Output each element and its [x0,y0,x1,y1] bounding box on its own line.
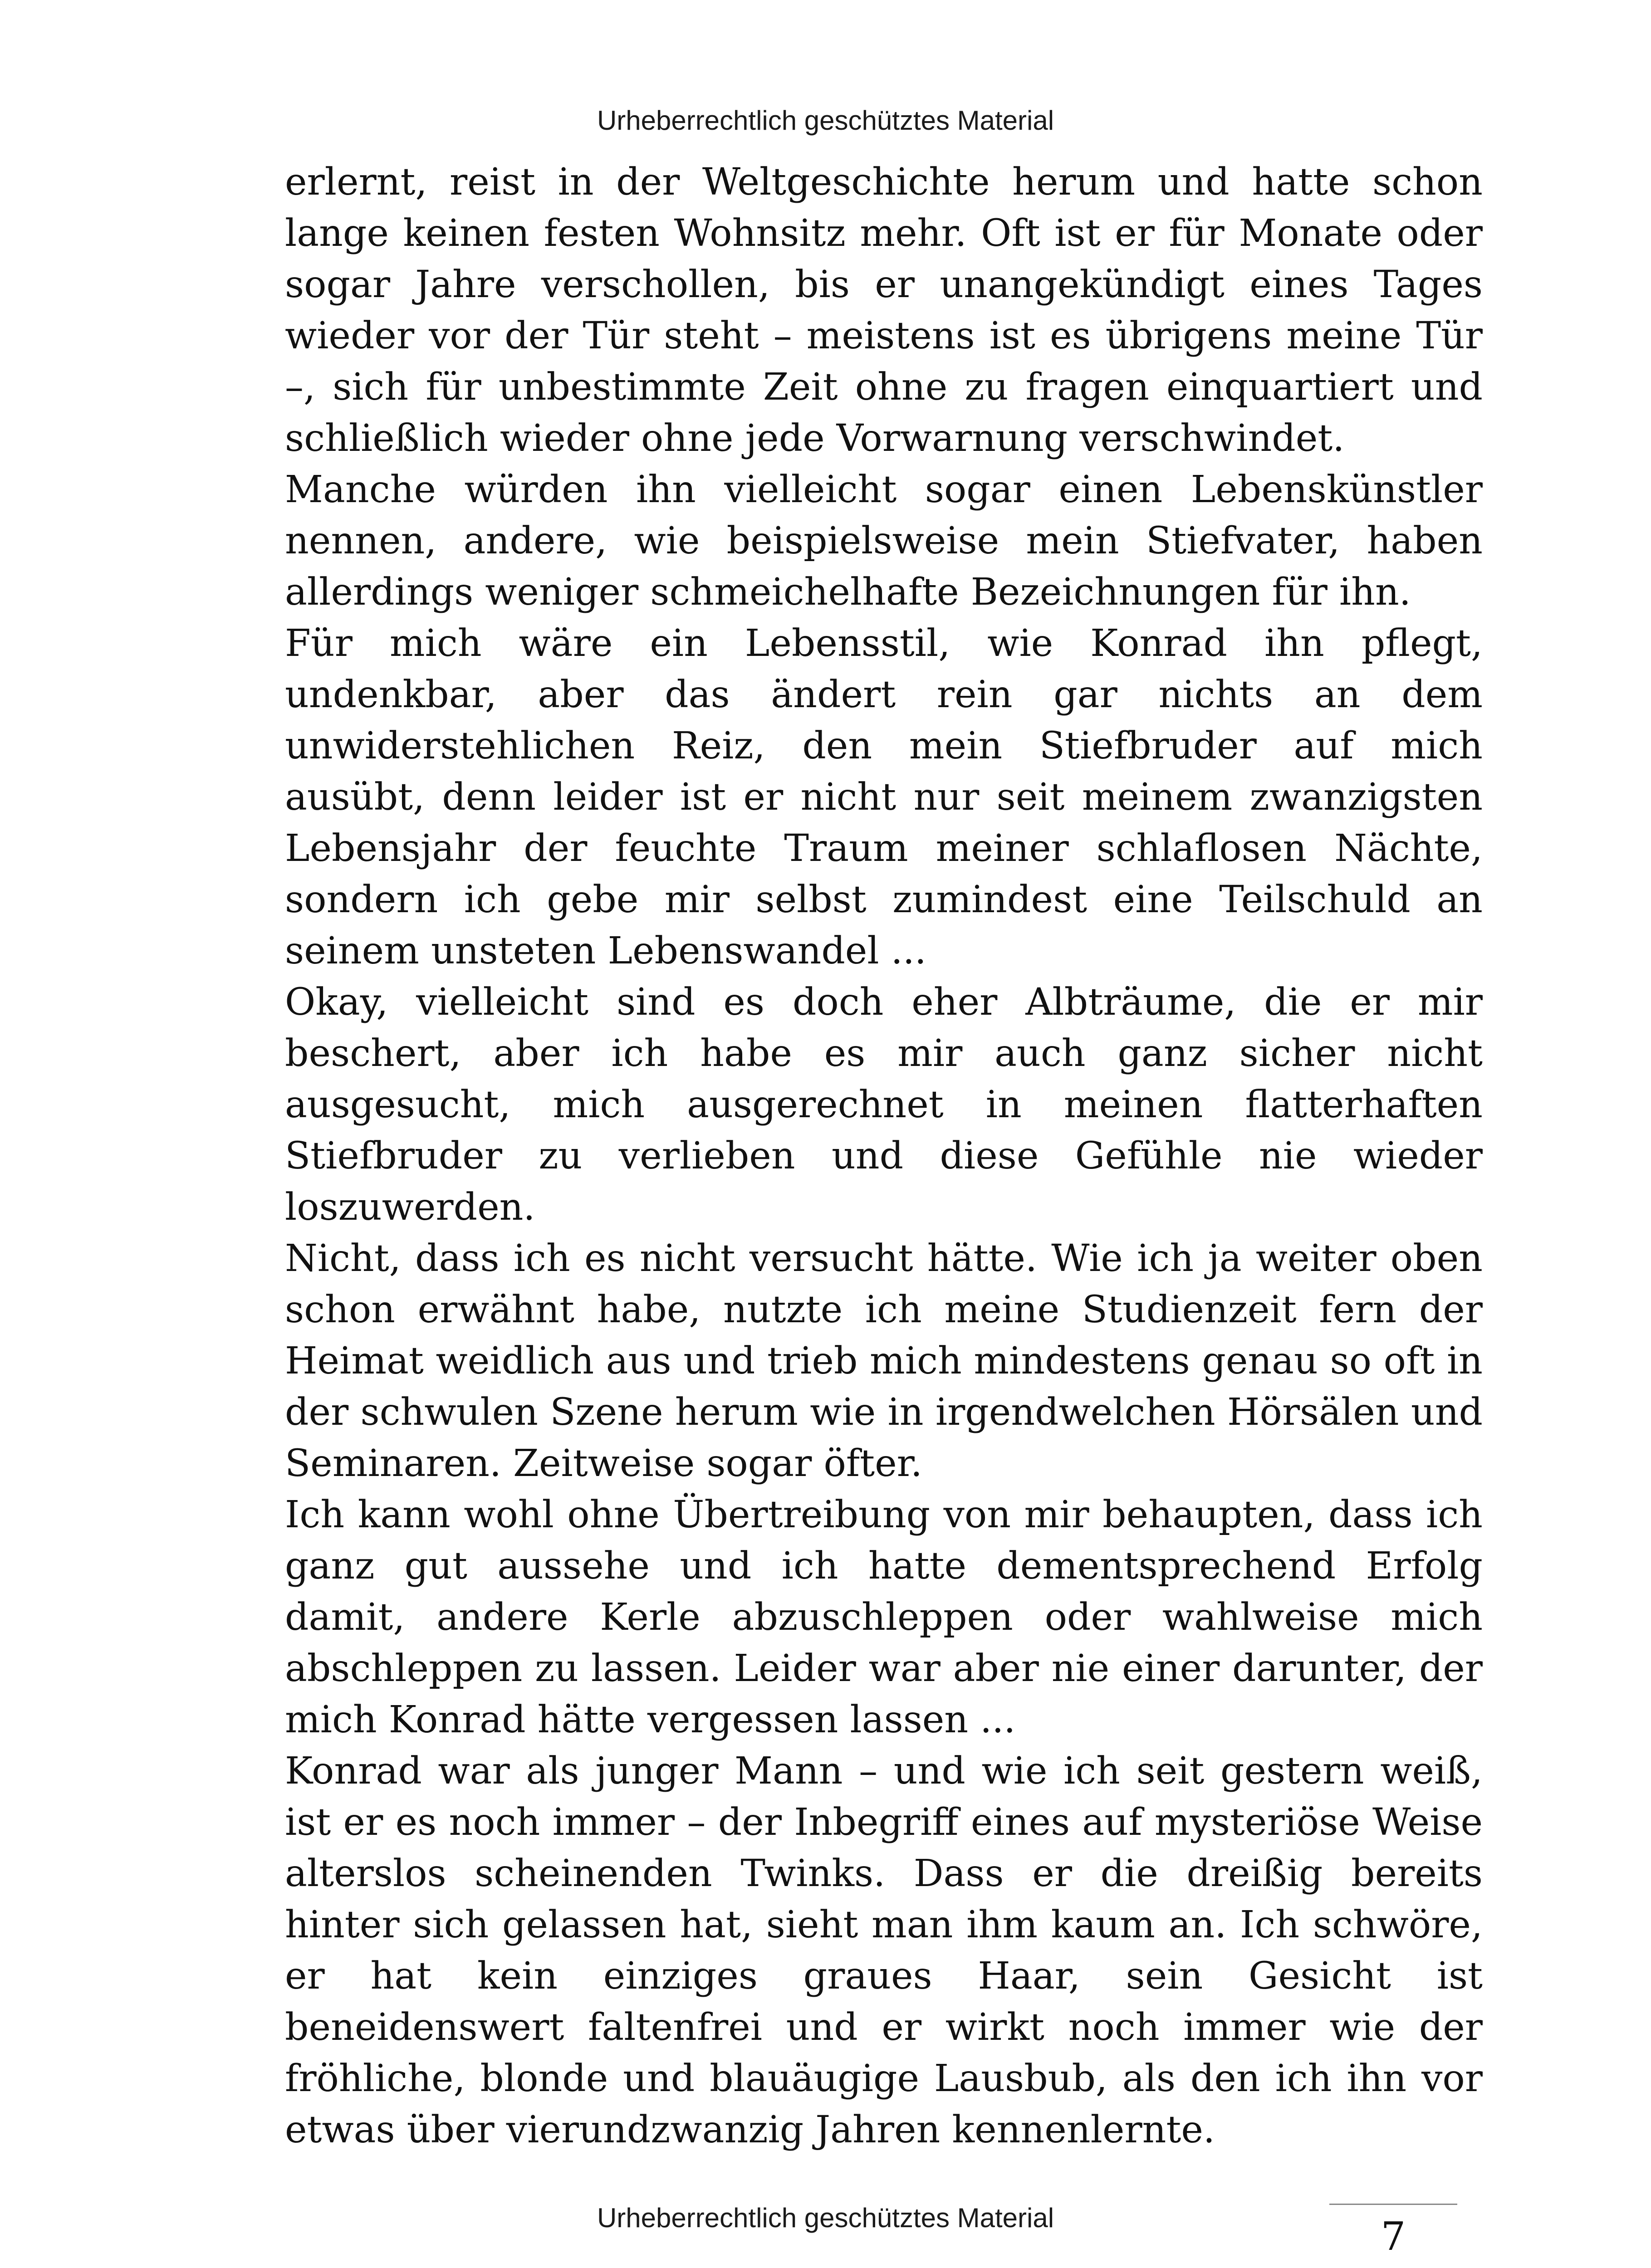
page-number: 7 [1381,2214,1406,2259]
paragraph: erlernt, reist in der Weltgeschichte herum und hatte schon lange keinen festen Wohnsitz mehr. Oft ist er für Monate oder sogar Jahre verschollen, bis er unangekündigt eines Tages wieder vor der Tür steht – meistens ist es übrigens meine Tür –, sich für unbestimmte Zeit ohne zu fragen einquartiert und schließlich wieder ohne jede Vorwarnung verschwindet. [285,161,1483,460]
page-body-text [285,156,1483,2156]
copyright-watermark-top: Urheberrechtlich geschütztes Material [597,105,1054,136]
paragraph: Manche würden ihn vielleicht sogar einen Lebenskünstler nennen, andere, wie beispielsweise mein Stiefvater, haben allerdings weniger schmeichelhafte Bezeichnungen für ihn. [285,468,1483,614]
paragraph: Okay, vielleicht sind es doch eher Albträume, die er mir beschert, aber ich habe es mir auch ganz sicher nicht ausgesucht, mich ausgerechnet in meinen flatterhaften Stiefbruder zu verlieben und diese Gefühle nie wieder loszuwerden. [285,981,1483,1229]
paragraph: Ich kann wohl ohne Übertreibung von mir behaupten, dass ich ganz gut aussehe und ich hatte dementsprechend Erfolg damit, andere Kerle abzuschleppen oder wahlweise mich abschleppen zu lassen. Leider war aber nie einer darunter, der mich Konrad hätte vergessen lassen ... [285,1493,1483,1741]
copyright-watermark-bottom: Urheberrechtlich geschütztes Material [597,2203,1054,2233]
paragraph: Nicht, dass ich es nicht versucht hätte. Wie ich ja weiter oben schon erwähnt habe, nutzte ich meine Studienzeit fern der Heimat weidlich aus und trieb mich mindestens genau so oft in der schwulen Szene herum wie in irgendwelchen Hörsälen und Seminaren. Zeitweise sogar öfter. [285,1237,1483,1485]
paragraph: Für mich wäre ein Lebensstil, wie Konrad ihn pflegt, undenkbar, aber das ändert rein gar nichts an dem unwiderstehlichen Reiz, den mein Stiefbruder auf mich ausübt, denn leider ist er nicht nur seit meinem zwanzigsten Lebensjahr der feuchte Traum meiner schlaflosen Nächte, sondern ich gebe mir selbst zumindest eine Teilschuld an seinem unsteten Lebenswandel ... [285,622,1483,973]
paragraph: Konrad war als junger Mann – und wie ich seit gestern weiß, ist er es noch immer – der Inbegriff eines auf mysteriöse Weise alterslos scheinenden Twinks. Dass er die dreißig bereits hinter sich gelassen hat, sieht man ihm kaum an. Ich schwöre, er hat kein einziges graues Haar, sein Gesicht ist beneidenswert faltenfrei und er wirkt noch immer wie der fröhliche, blonde und blauäugige Lausbub, als den ich ihn vor etwas über vierundzwanzig Jahren kennenlernte. [285,1750,1483,2151]
